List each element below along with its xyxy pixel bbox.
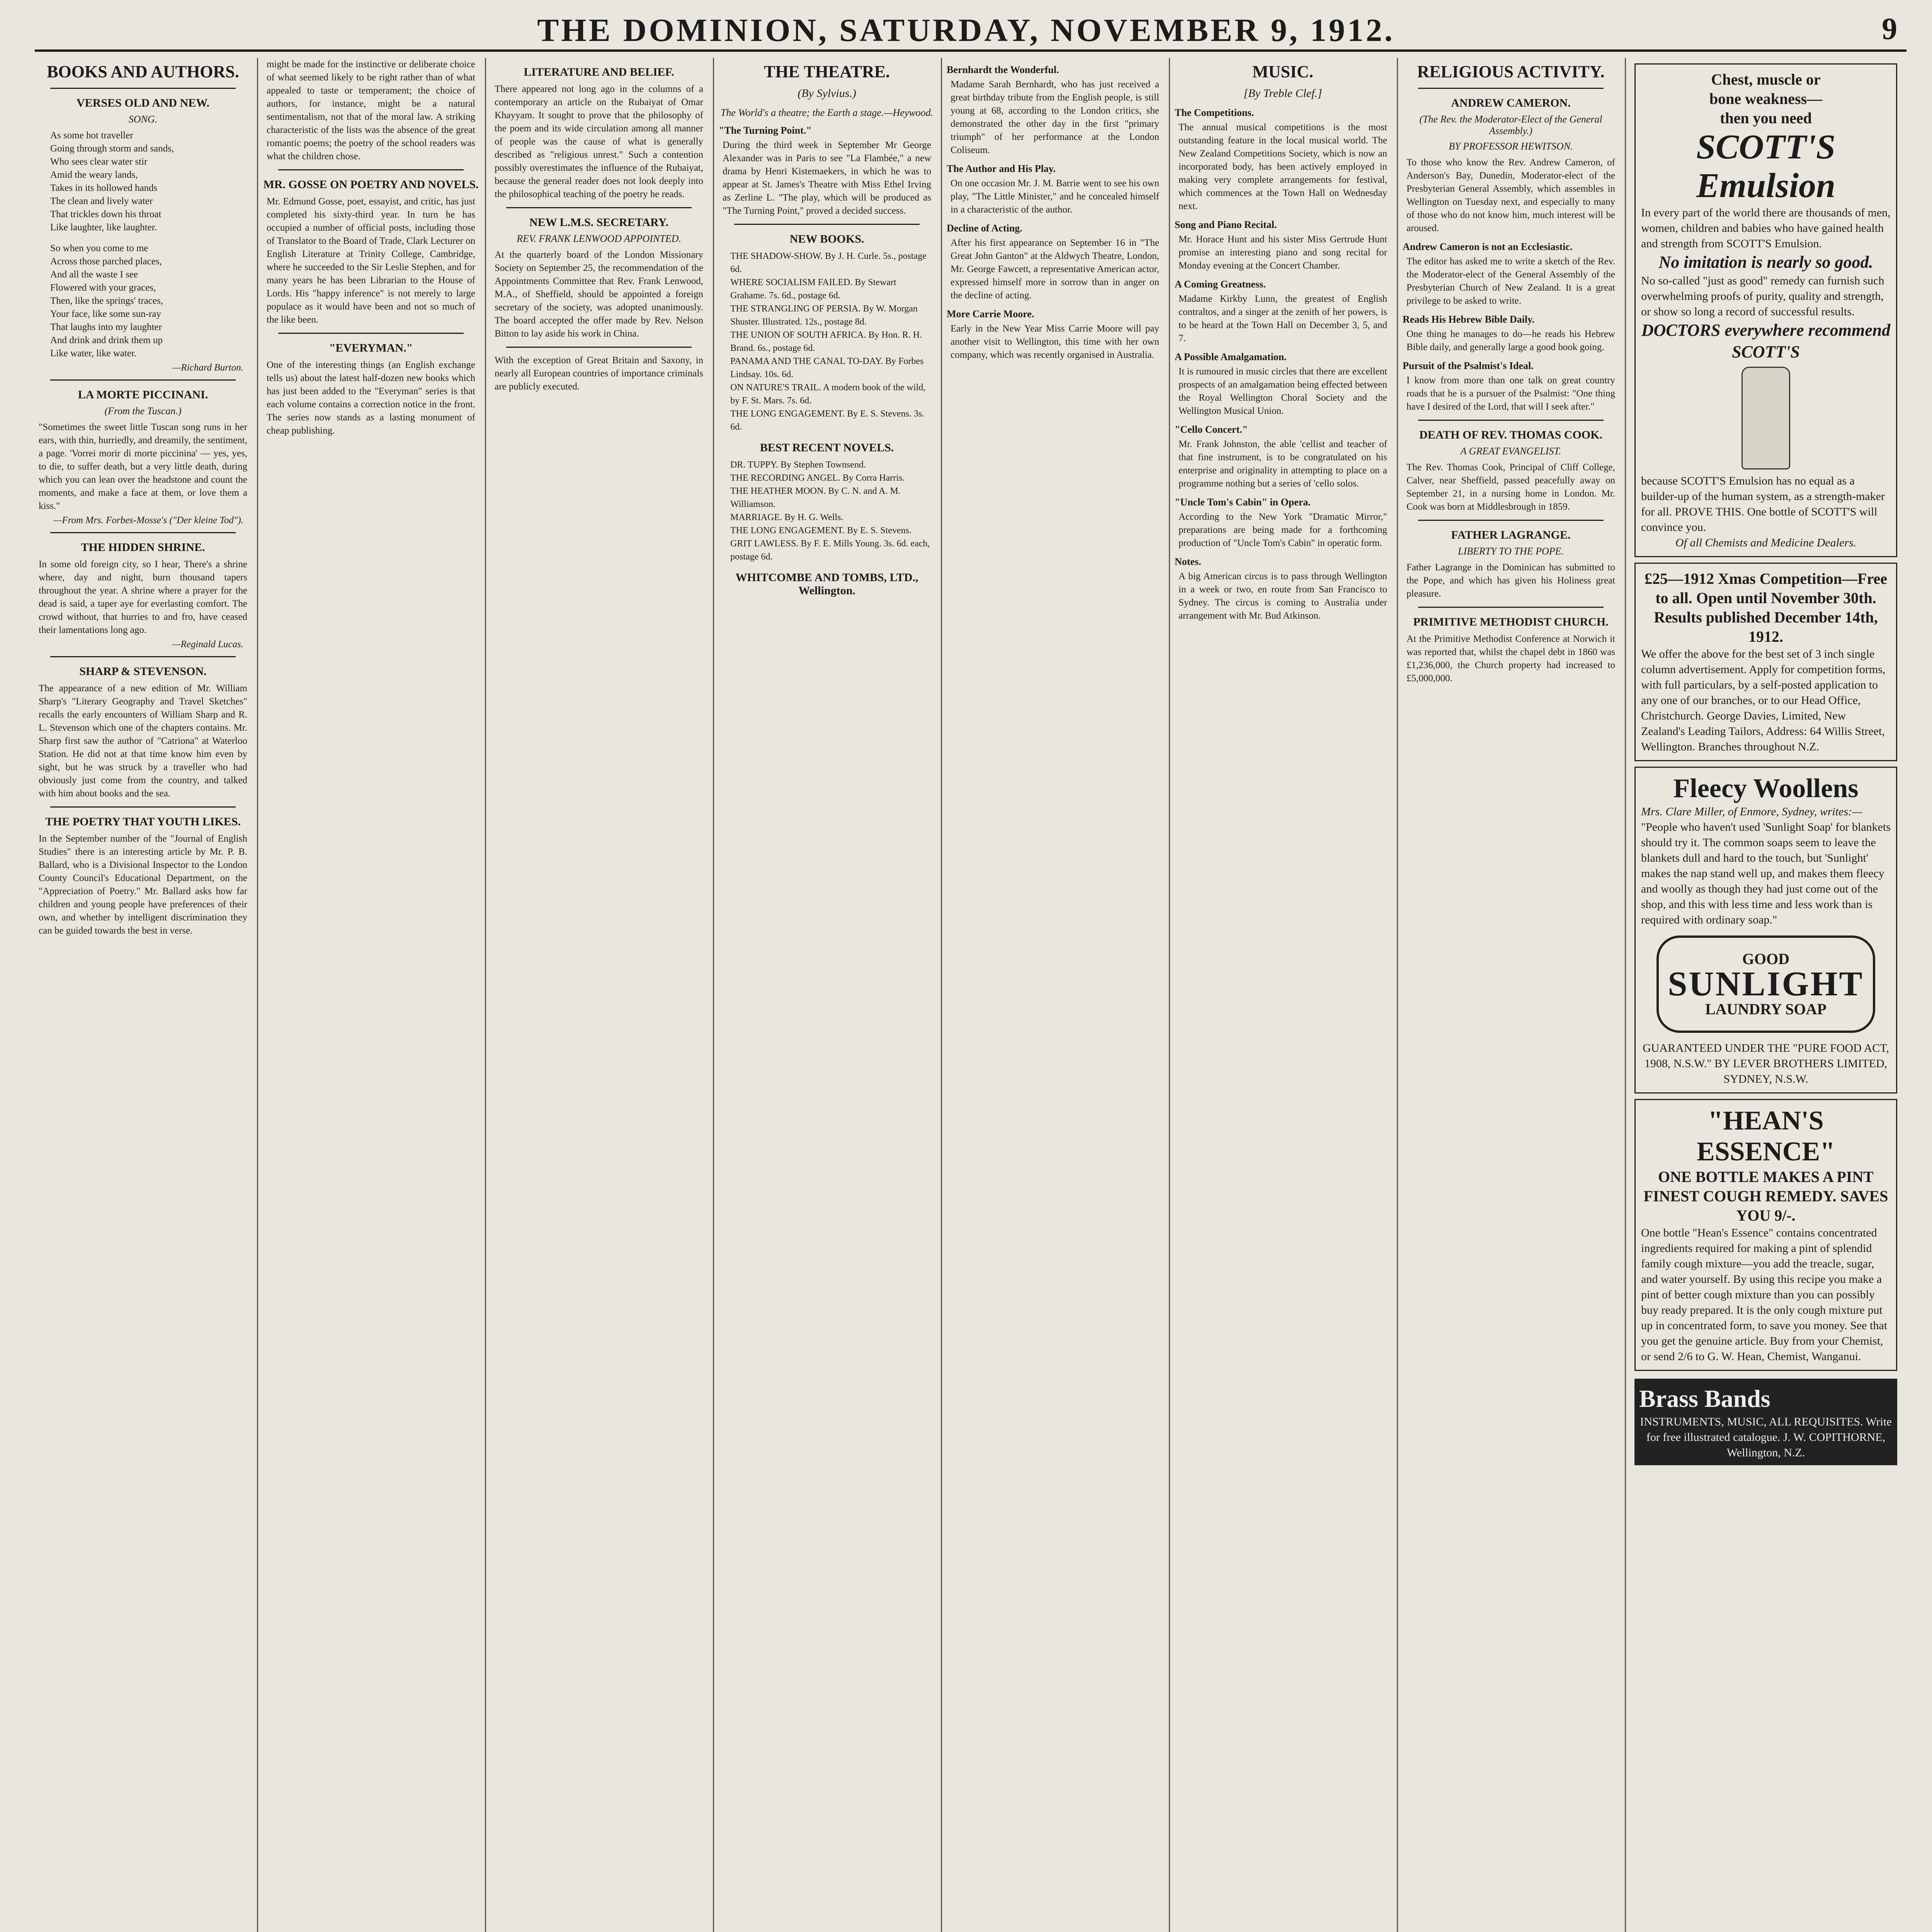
page-number: 9 [1882,12,1897,46]
ecclesiastic-text: The editor has asked me to write a sketch of the Rev. the Moderator-elect of the General Assembly of the Presbyterian Church of New Zealand. It is a great privilege to be asked to write. [1406,256,1615,306]
column-divider [941,58,942,1932]
fleecy-text: "People who haven't used 'Sunlight Soap' for blankets should try it. The common soaps seem to leave the blankets dull and hard to the touch, but 'Sunlight' makes the nap stand well up, and makes them fleecy and woolly as though they had just come out of the shop, and this with less time and less work than is required with ordinary soap." [1641,821,1891,926]
divider [506,347,692,348]
lms-text-note: With the exception of Great Britain and Saxony, in nearly all European countries of importance criminals are publicly executed. [495,355,703,392]
divider [1418,88,1604,89]
brass-bands-ad [1634,1379,1897,1465]
divider [1418,420,1604,421]
column-2 [263,58,479,1932]
uncle-tom-heading: "Uncle Tom's Cabin" in Opera. [1175,497,1311,508]
divider [50,806,236,808]
book-item: THE STRANGLING OF PERSIA. By W. Morgan Shuster. Illustrated. 12s., postage 8d. [730,304,918,327]
divider [734,224,920,225]
fleecy-author: Mrs. Clare Miller, of Enmore, Sydney, writes:— [1641,805,1862,818]
uncle-tom-text: According to the New York "Dramatic Mirror," preparations are being made for a forthcoming production of "Uncle Tom's Cabin" in operatic form. [1179,512,1387,548]
scotts-imitation: No imitation is nearly so good. [1658,253,1873,272]
column-divider [1397,58,1398,1932]
column-5 [947,58,1163,1932]
literature-text: There appeared not long ago in the columns of a contemporary an article on the Rubaiyat of Omar Khayyam. It sought to prove that the philosophy of the poem and its wide circulation among all manner of people was the cause of what is generally described as "religious unrest." Such a contention possibly overestimates the influence of the Rubaiyat, because the general reader does not look deeply into the philosophical teaching of the poetry he reads. [495,84,703,199]
sharp-text: The appearance of a new edition of Mr. William Sharp's "Literary Geography and Travel Sketches" recalls the early encounters of William Sharp and R. L. Stevenson which one of the chapters contains. Mr. Sharp first saw the author of "Catriona" at Waterloo Station. He did not at that time know him even by sight, but he was struck by a traveller who had obviously just come from the country, and talked with him about books and the sea. [39,683,247,799]
poem-line: That trickles down his throat [50,209,162,219]
column-music [1175,58,1391,1932]
cameron-heading: ANDREW CAMERON. [1451,97,1571,109]
divider [50,88,236,89]
shrine-heading: THE HIDDEN SHRINE. [81,541,205,554]
poem-line: Amid the weary lands, [50,170,138,180]
poetry-text: In the September number of the "Journal of English Studies" there is an interesting article by Mr. P. B. Ballard, who is a Divisional Inspector to the London County Council's Educational Department, on the "Appreciation of Poetry." Mr. Ballard asks how far children and young people have preferences of their own, and whether by intelligent discrimination they can be guided towards the best in verse. [39,833,247,936]
poem-line: The clean and lively water [50,196,153,206]
scotts-brand: SCOTT'S [1696,128,1836,166]
psalmist-heading: Pursuit of the Psalmist's Ideal. [1403,360,1534,371]
masthead [35,8,1897,50]
xmas-text: We offer the above for the best set of 3 inch single column advertisement. Apply for competition forms, with full particulars, by a self-posted application to any one of our branches, or to our Head Office, Christchurch. George Davies, Limited, New Zealand's Leading Tailors, Address: 64 Willis Street, Wellington. Branches throughout N.Z. [1641,648,1886,753]
newspaper-title: THE DOMINION, SATURDAY, NOVEMBER 9, 1912. [537,12,1395,48]
scotts-doctors: DOCTORS everywhere recommend SCOTT'S [1641,321,1891,361]
book-item: THE RECORDING ANGEL. By Corra Harris. [730,473,905,483]
coming-greatness-heading: A Coming Greatness. [1175,279,1266,290]
poem-line: Then, like the springs' traces, [50,296,163,306]
competitions-text: The annual musical competitions is the most outstanding feature in the local musical world. The New Zealand Competitions Society, which is now an incorporated body, has been actively employed in making very complete arrangements for festival, which commences at the Town Hall on Wednesday next. [1179,122,1387,211]
scotts-line: then you need [1720,109,1812,127]
divider [50,532,236,533]
author-play-text: On one occasion Mr. J. M. Barrie went to see his own play, "The Little Minister," and he concealed himself in a characteristic of the author. [951,178,1159,215]
hebrew-bible-heading: Reads His Hebrew Bible Daily. [1403,314,1535,325]
theatre-quote: The World's a theatre; the Earth a stage.—Heywood. [720,107,934,118]
sunlight-guarantee: GUARANTEED UNDER THE "PURE FOOD ACT, 1908, N.S.W." BY LEVER BROTHERS LIMITED, SYDNEY, N.S.W. [1643,1042,1889,1085]
scotts-text-2: No so-called "just as good" remedy can furnish such overwhelming proofs of purity, quality and strength, or show so long a record of successful results. [1641,274,1884,318]
column-advertisements [1631,58,1901,1932]
book-item: GRIT LAWLESS. By F. E. Mills Young. 3s. 6d. each, postage 6d. [730,539,930,562]
column-theatre [719,58,935,1932]
book-item: ON NATURE'S TRAIL. A modern book of the wild, by F. St. Mars. 7s. 6d. [730,383,926,406]
section-heading-theatre: THE THEATRE. [764,62,890,81]
notes-text: A big American circus is to pass through Wellington in a week or two, en route from San Francisco to Sydney. The circus is coming to Australia under arrangement with Mr. Bud Atkinson. [1179,571,1387,621]
song-heading: SONG. [128,114,158,125]
book-item: THE SHADOW-SHOW. By J. H. Curle. 5s., postage 6d. [730,251,927,274]
hean-sub: ONE BOTTLE MAKES A PINT FINEST COUGH REMEDY. SAVES YOU 9/-. [1643,1168,1888,1224]
poetry-heading: THE POETRY THAT YOUTH LIKES. [45,815,241,828]
cameron-subheading: (The Rev. the Moderator-Elect of the General Assembly.) [1419,114,1602,136]
cameron-byline: BY PROFESSOR HEWITSON. [1449,141,1573,152]
sharp-heading: SHARP & STEVENSON. [79,665,207,678]
scotts-emulsion-ad [1634,63,1897,557]
divider [1418,520,1604,521]
gosse-heading: MR. GOSSE ON POETRY AND NOVELS. [263,178,479,191]
book-item: THE LONG ENGAGEMENT. By E. S. Stevens. [730,526,912,536]
author-play-heading: The Author and His Play. [947,163,1056,174]
sunlight-good: GOOD [1742,950,1790,968]
section-heading-religious: RELIGIOUS ACTIVITY. [1417,62,1605,81]
cook-death-text: The Rev. Thomas Cook, Principal of Cliff College, Calver, near Sheffield, passed peacefully away on September 21, in a nursing home in London. Mr. Cook was born at Middlesbrough in 1859. [1406,462,1615,512]
column-divider [257,58,258,1932]
carrie-moore-text: Early in the New Year Miss Carrie Moore will pay another visit to Wellington, this time with her own company, which was recently organised in Australia. [951,323,1159,360]
sunlight-brand: SUNLIGHT [1668,965,1864,1003]
cameron-intro: To those who know the Rev. Andrew Cameron, of Anderson's Bay, Dunedin, Moderator-elect of the Presbyterian General Assembly, which assembles in Wellington on Tuesday next, and especially to many of those who do not know him, much interest will be aroused. [1406,157,1615,233]
section-heading-books: BOOKS AND AUTHORS. [47,62,239,81]
divider [506,207,692,208]
poem-line: Flowered with your graces, [50,282,156,293]
decline-text: After his first appearance on September 16 in "The Great John Ganton" at the Aldwych Theatre, London, Mr. George Fawcett, a representative American actor, expressed himself more in sorrow than in anger on the decline of acting. [951,238,1159,301]
bookshop-name: WHITCOMBE AND TOMBS, LTD., Wellington. [735,571,918,597]
poem-line: Going through storm and sands, [50,143,174,154]
lagrange-heading: FATHER LAGRANGE. [1451,529,1571,541]
divider [278,333,464,334]
divider [1418,607,1604,608]
new-books-heading: NEW BOOKS. [789,233,864,245]
cello-text: Mr. Frank Johnston, the able 'cellist and teacher of that fine instrument, is to be congratulated on his enterprise and originality in attempting to place on a programme nothing but a series of 'cello solos. [1179,439,1387,489]
verses-heading: VERSES OLD AND NEW. [77,97,209,109]
poem-line: Like water, like water. [50,348,137,359]
scotts-text-3: because SCOTT'S Emulsion has no equal as a builder-up of the human system, as a strength-maker for all. PROVE THIS. One bottle of SCOTT'S will convince you. [1641,474,1885,534]
poem-line: And drink and drink them up [50,335,163,345]
scotts-line: Chest, muscle or [1711,71,1821,88]
book-item: THE HEATHER MOON. By C. N. and A. M. Williamson. [730,486,901,509]
column-divider [1169,58,1170,1932]
music-byline: [By Treble Clef.] [1243,87,1322,100]
masthead-rule [35,49,1906,52]
poem-line: That laughs into my laughter [50,322,162,332]
poem-line: Takes in its hollowed hands [50,183,158,193]
lagrange-text: Father Lagrange in the Dominican has submitted to the Pope, and which has given his Holiness great pleasure. [1406,562,1615,599]
lms-subheading: REV. FRANK LENWOOD APPOINTED. [517,233,681,244]
sunlight-logo [1656,935,1875,1033]
book-item: MARRIAGE. By H. G. Wells. [730,512,844,522]
bernhardt-text: Madame Sarah Bernhardt, who has just received a great birthday tribute from the English people, is still young at 68, according to the London critics, she demonstrated the other day in the first "primary triumph" of her performance at the London Coliseum. [951,79,1159,155]
coming-greatness-text: Madame Kirkby Lunn, the greatest of English contraltos, and a singer at the zenith of her powers, is to be heard at the Town Hall on December 3, 5, and 7. [1179,294,1387,344]
amalgamation-text: It is rumoured in music circles that there are excellent prospects of an amalgamation being effected between the Royal Wellington Choral Society and the Wellington Musical Union. [1179,366,1387,416]
book-item: PANAMA AND THE CANAL TO-DAY. By Forbes Lindsay. 10s. 6d. [730,356,924,379]
brass-text: INSTRUMENTS, MUSIC, ALL REQUISITES. Write for free illustrated catalogue. J. W. COPITHORNE, Wellington, N.Z. [1640,1415,1892,1459]
amalgamation-heading: A Possible Amalgamation. [1175,351,1287,362]
methodist-heading: PRIMITIVE METHODIST CHURCH. [1413,616,1609,628]
carrie-moore-heading: More Carrie Moore. [947,308,1034,320]
decline-heading: Decline of Acting. [947,223,1022,234]
poem-line: As some hot traveller [50,130,133,141]
competitions-heading: The Competitions. [1175,107,1254,118]
poem-line: Across those parched places, [50,256,162,267]
poem-author: —Richard Burton. [172,362,243,373]
column-divider [713,58,714,1932]
literature-heading: LITERATURE AND BELIEF. [524,66,674,78]
column-books-authors [35,58,251,1932]
scotts-product: Emulsion [1696,167,1836,205]
divider [278,169,464,170]
gosse-text: Mr. Edmund Gosse, poet, essayist, and critic, has just completed his sixty-third year. In turn he has occupied a number of official posts, including those of Translator to the Board of Trade, Clark Lecturer on English Literature at Trinity College, Cambridge, where he succeeded to the Sir Leslie Stephen, and for many years he has been Librarian to the House of Lords. His "happy inference" is not merely to large populace as it would have been and not so much of the like been. [267,196,475,325]
recital-heading: Song and Piano Recital. [1175,219,1277,230]
column-divider [485,58,486,1932]
sunlight-soap-ad [1634,767,1897,1094]
turning-point-text: During the third week in September Mr George Alexander was in Paris to see "La Flambée," a new drama by Henri Kistemaekers, in which he was to appear at St. James's Theatre with Miss Ethel Irving as Zerline L. "The play, which will be produced as "The Turning Point," proved a decided success. [723,140,931,216]
poem-line: So when you come to me [50,243,148,253]
bottle-icon [1742,367,1790,469]
song-poem [50,129,236,360]
psalmist-text: I know from more than one talk on great country roads that he is a pursuer of the Psalmist: "One thing have I desired of the Lord, that will I seek after." [1406,375,1615,412]
book-item: THE UNION OF SOUTH AFRICA. By Hon. R. H. Brand. 6s., postage 6d. [730,330,922,353]
column-3 [491,58,707,1932]
cook-death-subheading: A GREAT EVANGELIST. [1460,446,1561,457]
fleecy-heading: Fleecy Woollens [1673,774,1859,803]
scotts-line: bone weakness— [1709,90,1823,107]
morte-subheading: (From the Tuscan.) [104,405,182,417]
hebrew-bible-text: One thing he manages to do—he reads his Hebrew Bible daily, and generally large a good book going. [1406,329,1615,352]
methodist-text: At the Primitive Methodist Conference at Norwich it was reported that, whilst the chapel debt in 1860 was £1,236,000, the Church property had increased to £5,000,000. [1406,634,1615,684]
morte-attribution: —From Mrs. Forbes-Mosse's ("Der kleine Tod"). [53,515,243,526]
everyman-heading: "EVERYMAN." [329,342,413,354]
poem-line: Who sees clear water stir [50,156,148,167]
book-item: THE LONG ENGAGEMENT. By E. S. Stevens. 3s. 6d. [730,409,925,432]
morte-text: "Sometimes the sweet little Tuscan song runs in her ears, with thin, hurriedly, and dreamily, the sentiment, a page. 'Vorrei morir di morte piccinina' — yes, yes, to die, to suffer death, but a very little death, during which you can lean over the headstone and count the moments, and make a face at them, or love them a kiss." [39,422,247,511]
theatre-byline: (By Sylvius.) [798,87,856,100]
column-religious [1403,58,1619,1932]
sunlight-sub: LAUNDRY SOAP [1705,1000,1827,1018]
shrine-text: In some old foreign city, so I hear, There's a shrine where, day and night, burn thousand tapers throughout the year. A shrine where a prayer for the dead is said, a taper aye for everlasting comfort. The crowd without, that hurries to and fro, have ceased their lamentations long ago. [39,559,247,635]
poem-line: Like laughter, like laughter. [50,222,157,233]
book-item: DR. TUPPY. By Stephen Townsend. [730,460,866,470]
lms-text: At the quarterly board of the London Missionary Society on September 25, the recommendation of the Appointments Committee that Rev. Frank Lenwood, M.A., of Sheffield, should be appointed a foreign secretary of the society, was adopted unanimously. The board accepted the offer made by Rev. Nelson Bitton to lay aside his work in China. [495,250,703,339]
lagrange-subheading: LIBERTY TO THE POPE. [1458,546,1564,557]
scotts-chemists: Of all Chemists and Medicine Dealers. [1675,536,1857,549]
heans-essence-ad [1634,1099,1897,1371]
bernhardt-heading: Bernhardt the Wonderful. [947,64,1059,75]
poem-line: Your face, like some sun-ray [50,309,161,319]
column-divider [1625,58,1626,1932]
hean-heading: "HEAN'S ESSENCE" [1697,1106,1835,1167]
poem-line: And all the waste I see [50,269,138,280]
xmas-heading: £25—1912 Xmas Competition—Free to all. Open until November 30th. Results published December 14th, 1912. [1644,570,1888,645]
book-item: WHERE SOCIALISM FAILED. By Stewart Grahame. 7s. 6d., postage 6d. [730,277,896,301]
brass-heading: Brass Bands [1639,1385,1770,1412]
divider [50,656,236,657]
shrine-author: —Reginald Lucas. [172,639,243,650]
recent-novels-list [723,458,931,563]
xmas-competition-ad [1634,563,1897,761]
morte-heading: LA MORTE PICCINANI. [78,388,208,401]
scotts-text: In every part of the world there are thousands of men, women, children and babies who have gained health and strength from SCOTT'S Emulsion. [1641,206,1891,250]
cello-heading: "Cello Concert." [1175,424,1248,435]
everyman-text: One of the interesting things (an English exchange tells us) about the latest half-dozen new books which has just been added to the "Everyman" series is that each volume contains a correction notice in the front. The series now stands as a lasting monument of cheap publishing. [267,360,475,436]
recent-novels-heading: BEST RECENT NOVELS. [760,441,894,454]
lms-heading: NEW L.M.S. SECRETARY. [529,216,669,229]
turning-point-heading: "The Turning Point." [719,125,812,136]
cook-death-heading: DEATH OF REV. THOMAS COOK. [1419,429,1602,441]
new-books-list [723,250,931,434]
hean-text: One bottle "Hean's Essence" contains concentrated ingredients required for making a pint of splendid family cough mixture—you add the treacle, sugar, and water yourself. By using this recipe you make a pint of better cough mixture than you can possibly buy ready prepared. It is the only cough mixture put up in concentrated form, to save you money. See that you get the genuine article. Buy from your Chemist, or send 2/6 to G. W. Hean, Chemist, Wanganui. [1641,1226,1888,1363]
ecclesiastic-heading: Andrew Cameron is not an Ecclesiastic. [1403,241,1573,252]
section-heading-music: MUSIC. [1252,62,1313,81]
notes-heading: Notes. [1175,556,1201,567]
article-continuation: might be made for the instinctive or deliberate choice of what seemed likely to be right rather than of what appealed to taste or temperament; the choice of authors, for instance, might be a natural sentimentalism, not that of the moral law. A striking characteristic of the lists was the absence of the great romantic poems; the poetry of the school readers was what the children chose. [267,59,475,162]
recital-text: Mr. Horace Hunt and his sister Miss Gertrude Hunt promise an interesting piano and song recital for Monday evening at the Concert Chamber. [1179,234,1387,271]
divider [50,379,236,381]
